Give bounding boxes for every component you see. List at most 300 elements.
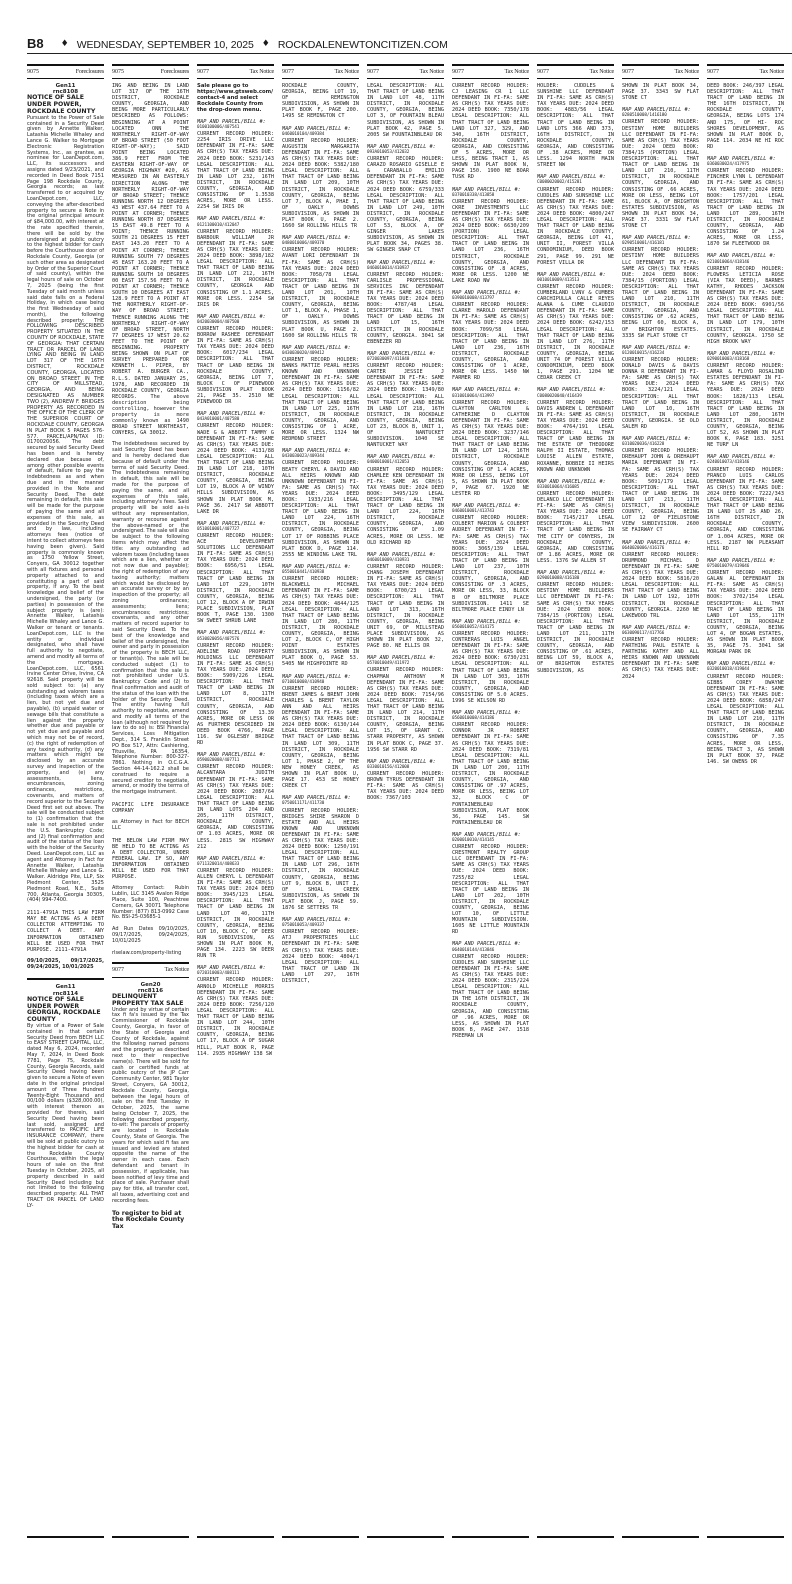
holder-name: DRUMMOND MICHAEL D: [622, 557, 699, 564]
category-name: Tax Notice: [759, 69, 784, 75]
holder-label: CURRENT RECORD HOLDER:: [197, 423, 274, 430]
years-label: TAX YEARS DUE:: [197, 557, 242, 564]
legal-description: ALL THAT TRACT OF LAND BEING IN LAND LOT 224, 16TH DISTRICT, IN ROCKDALE COUNTY, GEORGIA, BEING LOT 17 OF ROBBINS PLACE SUBDIVISION, AS SHOWN IN PLAT BOOK D, PAGE 114. 2555 NE WINDING LAKE TRL: [282, 503, 359, 558]
category-name: Tax Notice: [164, 967, 189, 974]
years-label: TAX YEARS DUE:: [537, 509, 582, 516]
tax-years: 2024: [666, 472, 679, 479]
deed-book: 5091/179: [648, 478, 673, 485]
parcel-id: 0310010064/413997: [452, 393, 495, 399]
holder-name: CLARKE HAROLD: [452, 308, 496, 315]
notice-ref: rnc8116: [137, 987, 164, 994]
tax-entry: [282, 448, 359, 558]
column-rule: [537, 1536, 614, 1538]
parcel-id: 0710010008/410940: [282, 679, 325, 685]
years-label: TAX YEARS DUE:: [739, 691, 784, 698]
deed-label: DEED BOOK:: [537, 417, 614, 430]
legal-label: LEGAL DESCRIPTION:: [537, 515, 614, 528]
deed-label: DEED BOOK:: [577, 606, 614, 613]
legal-description: ALL THAT TRACT OF LAND BEING IN ROCKDALE COUNTY, GEORGIA, BEING LOT 41, UNIT II, FOREST VILLA CONDOMINIUM, DEED BOOK 291, PAGE 99. 291 NE FOREST VILLA DR: [537, 216, 614, 266]
holder-label: CURRENT RECORD HOLDER:: [367, 563, 444, 570]
parcel-id: 0120010015/416234: [622, 350, 665, 356]
legal-label: LEGAL DESCRIPTION:: [367, 192, 428, 199]
deed-label: DEED BOOK:: [468, 978, 501, 985]
category-code: 9077: [537, 69, 549, 75]
tax-years: 2024: [367, 186, 380, 193]
notice-disclaimer: 2111-4791A THIS LAW FIRM MAY BE ACTING AS A DEBT COLLECTOR ATTEMPTING TO COLLECT A DEBT. ANY INFORMATION OBTAINED WILL BE USED FOR THAT PURPOSE. 2111-4791A: [27, 910, 104, 953]
column-rule: [27, 1536, 104, 1538]
tax-entry: [197, 314, 274, 405]
years-label: TAX YEARS DUE:: [707, 186, 752, 193]
tax-entry: [622, 107, 699, 229]
years-label: TAX YEARS DUE:: [229, 995, 274, 1002]
notice-ref: Gen11: [55, 83, 76, 89]
holder-label: CURRENT RECORD HOLDER:: [282, 576, 359, 583]
holder-name: DESTINY HOME BUILDERS LLC: [622, 253, 699, 266]
defendant-label: DEFENDANT IN FI-FA: SAME AS CRH(S): [197, 545, 274, 558]
deed-book: 3495/129: [393, 490, 418, 497]
deed-label: DEED BOOK:: [214, 447, 248, 454]
holder-name: CKRE INVESTMENTS LLC: [452, 204, 529, 211]
map-label: MAP AND PARCEL/BILL #:: [197, 313, 266, 320]
notice-list: [537, 83, 614, 674]
legal-description: ALL THAT TRACT OF LAND BEING IN LAND LOT 209, 10TH DISTRICT, IN ROCKDALE COUNTY, GEORGIA, BEING LOT 7, BLOCK A, PHAE I, OF OAKLY DOWNS SUBDIVISION, AS SHOWN IN PLAT BOOK U, PAGE 2. 1660 SW ROLLING HILLS TR: [282, 168, 359, 230]
legal-description: ALL THAT TRACT OF LAND BEING IN THE 16TH DISTRICT, IN ROCKDALE COUNTY, GEORGIA, AND CONSISTING OF .96 ACRES, MORE OR LESS, AS SHOWN IN PLAT BOOK B, PAGE 247. 1518 FREEMAN LN: [452, 984, 529, 1039]
deed-book: 7256/120: [249, 1001, 274, 1008]
notice-title: DELINQUENT PROPERTY TAX SALE: [112, 992, 184, 1007]
defendant-label: DEFENDANT IN FI-FA: SAME AS CRH(S): [282, 941, 359, 954]
deed-book: 1933/216: [308, 497, 333, 503]
parcel-id: 0510010001/407727: [197, 526, 240, 532]
tax-entry: [537, 387, 614, 472]
map-label: MAP AND PARCEL/BILL #:: [197, 411, 266, 418]
map-label: MAP AND PARCEL/BILL #:: [622, 235, 691, 242]
column-rule: [282, 1536, 359, 1538]
diamond-icon: ♦: [60, 39, 69, 49]
holder-name: FARTHING PAUL ESTATE & FARTHING KATHY AND ALL HEIRS KNOWN AND UNKNOWN: [622, 643, 699, 662]
parcel-id: 0720310003/408111: [197, 971, 240, 977]
deed-book: 2315/224: [504, 978, 529, 985]
deed-book: 6901/56: [762, 302, 784, 309]
tax-entry: [197, 521, 274, 625]
years-label: TAX YEARS DUE:: [399, 180, 444, 187]
years-label: TAX YEARS DUE:: [314, 716, 359, 723]
deed-label: DEED BOOK:: [384, 387, 418, 394]
category-code: 9077: [367, 69, 379, 75]
legal-label: LEGAL DESCRIPTION:: [282, 393, 343, 400]
parcel-id: 0750010053/409337: [282, 923, 325, 929]
deed-book: 6956/51: [224, 563, 247, 570]
holder-label: CURRENT RECORD HOLDER:: [537, 283, 614, 290]
legal-label: LEGAL DESCRIPTION:: [282, 728, 343, 735]
deed-book: 6730/231: [504, 655, 529, 662]
legal-label: LEGAL DESCRIPTION:: [282, 606, 343, 613]
tax-years: 2024: [282, 162, 295, 169]
parcel-id: C0080020002/415281: [537, 180, 582, 186]
deed-label: DEED BOOK:: [707, 186, 784, 199]
holder-name: BRENT JAMES & BRENT JOHN CHARLES & BRENT TAYLOR ANN AND ALL HEIRS: [282, 691, 359, 710]
years-label: TAX YEARS DUE:: [622, 265, 699, 278]
years-label: TAX YEARS DUE:: [739, 296, 784, 303]
defendant-label: DEFENDANT IN FI-FA: SAME AS CRH(S): [452, 734, 529, 747]
parcel-id: 0320010018/419044: [707, 667, 750, 673]
map-label: MAP AND PARCEL/BILL #:: [452, 290, 521, 296]
holder-name: ATJ PROPERTRIES LLC: [282, 935, 359, 942]
tax-years: 2024: [197, 252, 210, 259]
column-header: [537, 64, 614, 79]
years-label: TAX YEARS DUE:: [622, 375, 699, 388]
holder-label: CURRENT RECORD HOLDER:: [282, 356, 359, 363]
tax-years: 2024: [642, 143, 655, 150]
listing-link[interactable]: rlselaw.com/property-listing: [112, 949, 182, 956]
tax-years: 2024: [622, 673, 635, 680]
defendant-label: DEFENDANT IN FI-FA: SAME AS CRH(S): [197, 776, 274, 789]
tax-years: 2024: [415, 296, 428, 303]
tax-entry: [707, 454, 784, 552]
parcel-id: 0100100006/407541: [197, 125, 240, 131]
notice-list: [707, 83, 784, 765]
tax-entry: [622, 345, 699, 430]
legal-label: LEGAL DESCRIPTION:: [282, 959, 343, 966]
deed-book: 1349/80: [422, 387, 444, 394]
column-8: [622, 64, 699, 1538]
legal-label: LEGAL DESCRIPTION:: [452, 229, 529, 242]
deed-book: 1156/82: [337, 387, 359, 394]
tax-years: 2024: [245, 886, 258, 893]
tax-years: 2024: [452, 223, 465, 230]
tax-entry: [197, 216, 274, 307]
map-label: MAP AND PARCEL/BILL #:: [367, 551, 436, 558]
holder-label: CURRENT RECORD HOLDER:: [197, 533, 274, 539]
tax-years: 2024: [496, 539, 509, 546]
legal-label: LEGAL DESCRIPTION:: [197, 161, 258, 168]
years-label: TAX YEARS DUE:: [367, 582, 412, 589]
category-name: Tax Notice: [249, 69, 274, 75]
tax-entry: [452, 619, 529, 704]
defendant-label: DEFENDANT IN FI-FA: SAME AS CRH(S): [452, 308, 529, 321]
tax-entry: [367, 655, 444, 753]
legal-label: LEGAL DESCRIPTION:: [282, 271, 359, 284]
tax-entry: [707, 351, 784, 449]
legal-description: ALL THAT TRACT OF LAND BEING IN LAND LOT 236, 16TH DISTRICT, ROCKDALE COUNTY, GEORGIA, AND CONSISTING OF 1 ACRE, MORE OR LESS. 1450 NW FARMER RD: [452, 332, 529, 382]
deed-label: DEED BOOK:: [662, 271, 699, 278]
deed-book: 1757/201: [733, 192, 758, 199]
tax-years: 2024: [452, 430, 465, 437]
deed-label: DEED BOOK:: [469, 746, 503, 753]
deed-label: DEED BOOK:: [537, 509, 614, 522]
holder-label: CURRENT RECORD HOLDER:: [452, 302, 529, 309]
map-label: MAP AND PARCEL/BILL #:: [452, 831, 521, 838]
column-header: [622, 64, 699, 79]
tax-years: 2024: [537, 210, 550, 217]
legal-description: ALL THAT TRACT OF LAND BEING IN LAND LOT 313, 16TH DISTRICT, IN ROCKDALE COUNTY, GEORGIA, BEING UNIT 69, OF MILLSTEAD PLACE SUBDIVISION, AS SHOWN IN PLAT BOOK 32, PAGE 80. NE ELLIS DR: [367, 594, 444, 650]
column-9: [707, 64, 784, 1538]
holder-name: ALLEN CHERYL L: [197, 873, 243, 880]
map-label: MAP AND PARCEL/BILL #:: [622, 344, 691, 351]
parcel-id: 0200010010/414145: [452, 837, 495, 843]
legal-description: ALL THAT TRACT OF LAND BEING IN LAND LOT 201, 10TH DISTRICT, IN ROCKDALE COUNTY, GEORGIA, BEING LOT 1, BLOCK A, PHASE 1, OF OAKLY DOWNS SUBDIVISION, AS SHOWN IN PLAT BOOK U, PAGE 2. 1600 SW ROLLING HILLS TR: [282, 277, 359, 339]
defendant-label: DEFENDANT IN FI-FA: SAME AS CRH(S): [282, 588, 359, 601]
legal-description: ALL THAT TRACT OF LAND BEING IN LAND LOT 249, 10TH DISTRICT, IN ROCKDALE COUNTY, GEORGIA, BEING LOT 53, BLOCK A, OF GINGER LAKES SUBDIVISION, AS SHOWN IN PLAT BOOK 34, PAGES 38. SW GINGER SNAP CT: [367, 192, 444, 254]
legal-description: ALL THAT TRACT OF LAND BEING IN LAND LOT 276, 11TH DISTRICT, IN ROCKDALE COUNTY, GEORGIA, BEING UNIT 74 OF FOREST VILLA CONDOMINIUM, DEED BOOK 1, PAGE 291. 1204 NE CEDAR CREEK CT: [537, 326, 614, 382]
years-label: TAX YEARS DUE:: [484, 423, 529, 430]
legal-label: LEGAL DESCRIPTION:: [707, 192, 784, 205]
map-label: MAP AND PARCEL/BILL #:: [452, 186, 521, 193]
issue-date: WEDNESDAY, SEPTEMBER 10, 2025: [76, 39, 254, 51]
tax-entry: [537, 83, 614, 168]
holder-label: CURRENT RECORD HOLDER:: [537, 582, 614, 589]
page-number: B8: [27, 36, 44, 51]
tax-years: 2024: [642, 271, 655, 278]
parcel-id: C0080020040/416439: [537, 393, 582, 399]
holder-label: CURRENT RECORD HOLDER:: [197, 867, 274, 874]
tax-years: 2024: [197, 447, 210, 454]
map-label: MAP AND PARCEL/BILL #:: [282, 673, 351, 680]
holder-name: FRANCO LUIS CARLOS: [707, 472, 784, 479]
legal-description: ALL THAT TRACT OF LAND BEING IN THE ESTATE OF THEODORE RALPH II ESTATE, THOMAS LOUISE ALLEN ESTATE, ROXANNE, BOBBIE II HEIRS KNOWN AND UNKNOWN: [537, 430, 614, 473]
tax-entry: [452, 290, 529, 381]
category-code: 9077: [112, 967, 124, 974]
parcel-id: 0240010073/418146: [707, 460, 750, 466]
tax-entry: [197, 411, 274, 515]
map-label: MAP AND PARCEL/BILL #:: [197, 520, 266, 527]
years-label: TAX YEARS DUE:: [314, 381, 359, 388]
holder-label: CURRENT RECORD HOLDER:: [282, 685, 359, 692]
column-rule: [367, 1536, 444, 1538]
parcel-id: 0121100010/412047: [197, 222, 240, 228]
notice-ref: rnc8108: [52, 89, 79, 96]
entry-text: CURRENT RECORD HOLDER: CJ LEASING CR 1 LLC DEFENDANT IN FI-FA: SAME AS CRH(S) TAX YEARS DUE: 2024 DEED BOOK: 7350/178 LEGAL DESCRIPTION: ALL THAT TRACT OF LAND BEING LAND LOT 327, 329, AND 340, 16TH DISTRICT, ROCKDALE COUNTY, GEORGIA, AND CONSISTING OF 5 ACRES, MORE OR LESS, BEING TRACT 1, AS SHOWN IN PLAT BOOK N, PAGE 150. 1900 NE BOAR TUSK RD: [452, 83, 529, 181]
notice-ref: rnc8114: [52, 990, 79, 997]
legal-label: LEGAL DESCRIPTION:: [707, 594, 784, 607]
tax-entry: [707, 558, 784, 656]
legal-label: LEGAL DESCRIPTION:: [537, 326, 598, 333]
column-rule: [707, 1536, 784, 1538]
legal-description: ALL THAT TRACT OF LAND BEING IN LAND LOT 25 AND 26, 16TH DISTRICT, IN ROCKDALE COUNTY, GEORGIA, AND CONSISTING OF 1.004 ACRES, MORE OR LESS. 2187 NW PLEASANT HILL RD: [707, 497, 784, 552]
holder-name: GIBBS COREY DWAYNE: [707, 679, 784, 686]
legal-description: ALL THAT TRACT OF LAND BEING IN LAND LOT 210, 11TH DISTRICT, IN ROCKDALE COUNTY, GEORGIA, AND CONSISTING OF .62 ACRES, BEING LOT 60, BLOCK A, OF BRIGHTON ESTATES. 3335 SW FLAT STONE CT: [622, 283, 699, 339]
legal-label: LEGAL DESCRIPTION:: [367, 697, 428, 704]
years-label: TAX YEARS DUE:: [367, 484, 412, 491]
parcel-id: 0530020056/407576: [197, 636, 240, 642]
deed-book: 7154/96: [422, 691, 444, 698]
intro-text: Sale please go to https://www.gtsweb.com/contact-4 and select Rockdale County from the drop-down menu.: [197, 83, 274, 113]
column-2: [112, 64, 189, 1538]
tax-entry: [367, 552, 444, 650]
map-label: MAP AND PARCEL/BILL #:: [282, 125, 351, 132]
holder-label: CURRENT RECORD HOLDER:: [367, 770, 444, 777]
legal-description: ALL THAT TRACT OF LAND BEING IN LAND LOT 155, 11TH DISTRICT, IN ROCKDALE COUNTY, GEORGIA, BEING LOT 4, OF BOGAN ESTATES, AS SHOWN IN PLAT BOOK 35, PAGE 75. 3041 SW MORGAN PARK DR: [707, 600, 784, 656]
tax-years: 2024: [755, 186, 768, 193]
map-label: MAP AND PARCEL/BILL #:: [452, 387, 521, 394]
defendant-label: DEFENDANT IN FI-FA: SAME AS CRH(S): [537, 497, 614, 510]
ad-run-dates: Ad Run Dates 09/10/2025, 09/17/2025, 09/24/2025, 10/01/2025: [112, 926, 189, 944]
tax-entry: [367, 83, 444, 138]
years-label: TAX YEARS DUE:: [197, 666, 242, 673]
tax-entry: [707, 156, 784, 247]
notice-list: [452, 83, 529, 1039]
tax-entry: [622, 625, 699, 680]
tax-entry: [197, 630, 274, 746]
tax-years: 2024: [755, 588, 768, 595]
holder-label: CURRENT RECORD HOLDER:: [197, 642, 274, 649]
legal-label: LEGAL DESCRIPTION:: [367, 302, 444, 315]
column-rule: [452, 1536, 529, 1538]
deed-label: DEED BOOK:: [298, 722, 331, 729]
parcel-id: 0750010079/419046: [707, 563, 750, 569]
map-label: MAP AND PARCEL/BILL #:: [707, 661, 776, 668]
holder-label: CURRENT RECORD HOLDER:: [367, 667, 444, 674]
legal-label: LEGAL DESCRIPTION:: [707, 497, 768, 503]
parcel-id: 0720030097/411840: [367, 356, 410, 362]
map-label: MAP AND PARCEL/BILL #:: [452, 618, 521, 625]
legal-description: ALL THAT TRACT OF LAND BEING IN LAND LOT 200, 11TH DISTRICT, IN ROCKDALE COUNTY, GEORGIA, AND CONSISTING OF .97 ACRES, MORE OR LESS, BEING LOT 32, BLOCK C OF FONTAINEBLEAU SUBDIVISION, PLAT BOOK 36, PAGE 145. SW FONTAINEBLEAU DR: [452, 752, 529, 826]
legal-label: LEGAL DESCRIPTION:: [452, 326, 529, 339]
legal-label: LEGAL DESCRIPTION:: [197, 453, 258, 460]
legal-description: ALL THAT TRACT OF LAND BEING IN THE CITY OF CONYERS, IN ROCKDALE COUNTY, GEORGIA, AND CONSISTING OF 1.86 ACRES, MORE OR LESS. 1376 SW ALLEN ST: [537, 521, 614, 564]
holder-label: CURRENT RECORD HOLDER:: [622, 247, 699, 254]
tax-years: 2024: [282, 387, 295, 394]
map-label: MAP AND PARCEL/BILL #:: [707, 156, 776, 163]
defendant-label: DEFENDANT IN FI-FA: SAME AS CRH(S): [367, 472, 444, 485]
legal-description: ALL THAT TRACT OF LAND BEING IN LAND LOT 218, 16TH DISTRICT, IN ROCKDALE COUNTY, GEORGIA, BEING LOT 23, BLOCK B, UNIT 1, OF NANTUCKET SUBDIVISION. 1040 SE NANTUCKET WAY: [367, 393, 444, 449]
map-label: MAP AND PARCEL/BILL #:: [537, 387, 606, 394]
holder-name: BARBOUR WILLIAM JR: [197, 234, 274, 241]
legal-description: ALL THAT TRACT OF LAND BEING IN LAND LOT 214, 11TH DISTRICT, IN ROCKDALE COUNTY, GEORGIA, BEING LOT 15, OF GRANT C. STARR PROPERTY, AS SHOWN IN PLAT BOOK C, PAGE 37. 1956 SW STARR RD: [367, 697, 444, 753]
tax-years: 2024: [197, 155, 210, 162]
years-label: TAX YEARS DUE:: [367, 789, 412, 796]
holder-name: ACE DEVELOPMENT SOLUTIONS LLC: [197, 539, 274, 552]
holder-label: CURRENT RECORD HOLDER:: [452, 722, 529, 729]
category-code: 9077: [282, 69, 294, 75]
legal-description: ALL THAT TRACT OF LAND BEING IN LAND LOT 296, 16TH DISTRICT, IN ROCKDALE COUNTY, GEORGIA, BEING LOT 9, BLOCK B, UNIT I, OF SHOAL CREEK SUBDIVISION, AS SHOWN IN PLAT BOOK J, PAGE 59. 1876 SE SETTERS TR: [282, 850, 359, 911]
defendant-label: DEFENDANT IN FI-FA: SAME AS CRH(S): [367, 174, 444, 187]
parcel-id: 0290510001/416181: [622, 241, 665, 247]
deed-label: DEED BOOK:: [197, 557, 274, 570]
deed-book: 7222/343: [759, 490, 784, 497]
parcel-id: 0630090117/417766: [622, 630, 665, 636]
years-label: TAX YEARS DUE:: [452, 320, 497, 327]
holder-name: DELANCO LLC: [537, 497, 573, 503]
deed-book: 7384/15 (PORTION): [622, 149, 678, 156]
holder-label: CURRENT RECORD HOLDER:: [197, 977, 274, 984]
page-header: [27, 30, 792, 54]
holder-label: CURRENT RECORD HOLDER:: [622, 448, 699, 455]
legal-label: LEGAL DESCRIPTION:: [197, 892, 274, 905]
entry-text: LEGAL DESCRIPTION: ALL THAT TRACT OF LAND BEING IN LAND LOT 48, 11TH DISTRICT, IN ROCKDALE COUNTY, GEORGIA, BEING LOT 3, OF FOUNTAIN BLEAU SUBDIVISION, AS SHOWN IN PLAT BOOK 42, PAGE 5. 2005 SW FOUNTAINBLEAU DR: [367, 83, 444, 138]
category-code: 9077: [452, 69, 464, 75]
holder-label: CURRENT RECORD HOLDER:: [707, 570, 784, 577]
deed-book: 1828/113: [733, 393, 758, 400]
tax-years: 2024: [707, 490, 720, 497]
tax-entry: [452, 710, 529, 826]
tax-years: 2024: [707, 697, 720, 704]
legal-description: ALL THAT TRACT OF LAND BEING IN LAND LOT 15, 16TH DISTRICT, IN ROCKDALE COUNTY, GEORGIA. 3041 SW EBENEZER RD: [367, 308, 444, 345]
defendant-label: DEFENDANT IN FI-FA: SAME AS CRH(S): [452, 210, 529, 223]
deed-book: 4764/191: [563, 423, 588, 430]
parcel-id: 0330010156/412008: [367, 764, 410, 770]
legal-label: LEGAL DESCRIPTION:: [707, 393, 784, 406]
parcel-id: 0640020006/416176: [622, 545, 665, 551]
tax-years: 2024: [585, 417, 598, 424]
legal-label: LEGAL DESCRIPTION:: [197, 563, 274, 576]
map-label: MAP AND PARCEL/BILL #:: [282, 795, 351, 802]
map-label: MAP AND PARCEL/BILL #:: [282, 344, 351, 351]
tax-years: 2024: [537, 320, 550, 327]
column-rule: [622, 1536, 699, 1538]
category-name: Foreclosures: [75, 69, 104, 75]
column-header: [197, 64, 274, 79]
column-6: [452, 64, 529, 1538]
tax-years: 2024: [622, 576, 635, 583]
deed-label: DEED BOOK:: [723, 697, 756, 704]
defendant-label: DEFENDANT IN FI-FA: SAME AS CRH(S): [197, 989, 274, 1002]
defendant-label: DEFENDANT IN FI-FA: SAME AS CRH(S): [367, 679, 444, 692]
defendant-label: DEFENDANT IN FI-FA: SAME AS CRH(S): [707, 174, 784, 187]
category-code: 9075: [27, 69, 39, 75]
holder-label: CURRENT RECORD HOLDER:: [707, 673, 784, 680]
map-label: MAP AND PARCEL/BILL #:: [197, 119, 266, 125]
holder-name: DREHAUPT JOHN & DREHAUPT MARIA: [622, 454, 699, 467]
column-header: [112, 962, 189, 977]
holder-name: DONALD DAVIS & DAVIS DONNA R: [622, 363, 699, 376]
deed-label: DEED BOOK:: [707, 387, 784, 400]
parcel-id: 093A010053/412032: [367, 149, 410, 155]
legal-description: ALL THAT TRACT OF LAND BEING IN LAND LOT 179, 10TH DISTRICT, IN ROCKDALE COUNTY, GEORGIA. 1750 SE HIGH BROOK WAY: [707, 308, 784, 345]
parcel-id: 0010010009/413513: [537, 277, 580, 283]
parcel-id: 0330010064/416085: [537, 484, 580, 490]
deed-book: 6759/333: [419, 186, 444, 193]
category-code: 9077: [197, 69, 209, 75]
legal-label: LEGAL DESCRIPTION:: [197, 1007, 258, 1014]
map-label: MAP AND PARCEL/BILL #:: [622, 539, 691, 546]
tax-years: 2024: [282, 600, 295, 607]
years-label: TAX YEARS DUE:: [707, 588, 752, 595]
deed-label: DEED BOOK:: [367, 484, 444, 497]
legal-label: LEGAL DESCRIPTION:: [282, 497, 359, 510]
parcel-id: 0420030004/407500: [197, 319, 240, 325]
defendant-label: DEFENDANT IN FI-FA: SAME AS CRH(S): [622, 460, 699, 473]
category-name: Tax Notice: [674, 69, 699, 75]
legal-description: ALL THAT TRACT OF LAND IN LAND LOT 297, 16TH DISTRICT,: [282, 959, 359, 985]
deed-label: DEED BOOK:: [452, 539, 529, 552]
deed-label: DEED BOOK:: [724, 302, 758, 309]
deed-label: DEED BOOK:: [468, 655, 501, 662]
notice-text: By virtue of a Power of Sale contained in that certain Security Deed from BECH LLC to EASY STREET CAPITAL, LLC, dated May 6, 2024, recorded May 7, 2024, in Deed Book 7781, Page 75, Rockdale County, Georgia Records, said Security Deed having been given to secure a Note of even date in the original principal amount of Three Hundred Twenty-Eight Thousand and 00/100 dollars ($328,000.00), with interest thereon as provided for therein, said Security Deed having been last sold, assigned and transferred to PACIFIC LIFE INSURANCE COMPANY, there will be sold at public outcry to the highest bidder for cash at the Rockdale County Courthouse, within the legal hours of sale on the first Tuesday in October, 2025, all property described in said Security Deed including but not limited to the following described property: ALL THAT TRACT OR PARCEL OF LAND LY-: [27, 1023, 104, 1209]
deed-label: DEED BOOK:: [282, 265, 359, 278]
map-label: MAP AND PARCEL/BILL #:: [282, 917, 351, 924]
tax-years: 2024: [330, 265, 343, 272]
legal-description: ALL THAT TRACT OF LAND BEING IN LAND LOT 212, 16TH DISTRICT, IN ROCKDALE COUNTY, GEORGIA AND CONSISTING OF 1.1 ACRES, MORE OR LESS. 2254 SW IRIS DR: [197, 259, 274, 308]
defendant-label: DEFENDANT IN FI-FA: SAME AS CRH(S): [282, 831, 359, 844]
deed-book: 7367/103: [385, 795, 411, 802]
legal-label: LEGAL DESCRIPTION:: [452, 545, 529, 558]
notice: [27, 83, 104, 1210]
deed-label: DEED BOOK:: [384, 691, 418, 698]
tax-entry: [537, 272, 614, 382]
deed-label: DEED BOOK:: [197, 344, 274, 357]
tax-years: 2024: [282, 844, 295, 851]
map-label: MAP AND PARCEL/BILL #:: [197, 630, 266, 637]
holder-label: CURRENT RECORD HOLDER:: [282, 929, 359, 936]
run-dates: 09/10/2025, 09/17/2025, 09/24/2025, 10/01/2025: [27, 957, 104, 970]
legal-description: ALL THAT TRACT OF LAND BEING IN LAND LOT 236, 16TH DISTRICT, ROCKDALE COUNTY, GEORGIA, AND CONSISTING OF .8 ACRES, MORE OR LESS. 1200 NE LAKE ROAD NW: [452, 235, 529, 284]
legal-label: LEGAL DESCRIPTION:: [707, 704, 768, 710]
map-label: MAP AND PARCEL/BILL #:: [367, 655, 436, 662]
deed-book: 4844/125: [334, 600, 359, 607]
holder-name: BROWN TYRUS: [367, 777, 403, 784]
parcel-id: 0310020036/416228: [622, 442, 665, 448]
attorney-contact: Attorney Contact: Rubin Lublin, LLC 3145 Avalon Ridge Place, Suite 100, Peachtree Corners, GA 30071 Telephone Number: (877) 813-0992 Case No. BSI-25-03685-1: [112, 885, 189, 921]
